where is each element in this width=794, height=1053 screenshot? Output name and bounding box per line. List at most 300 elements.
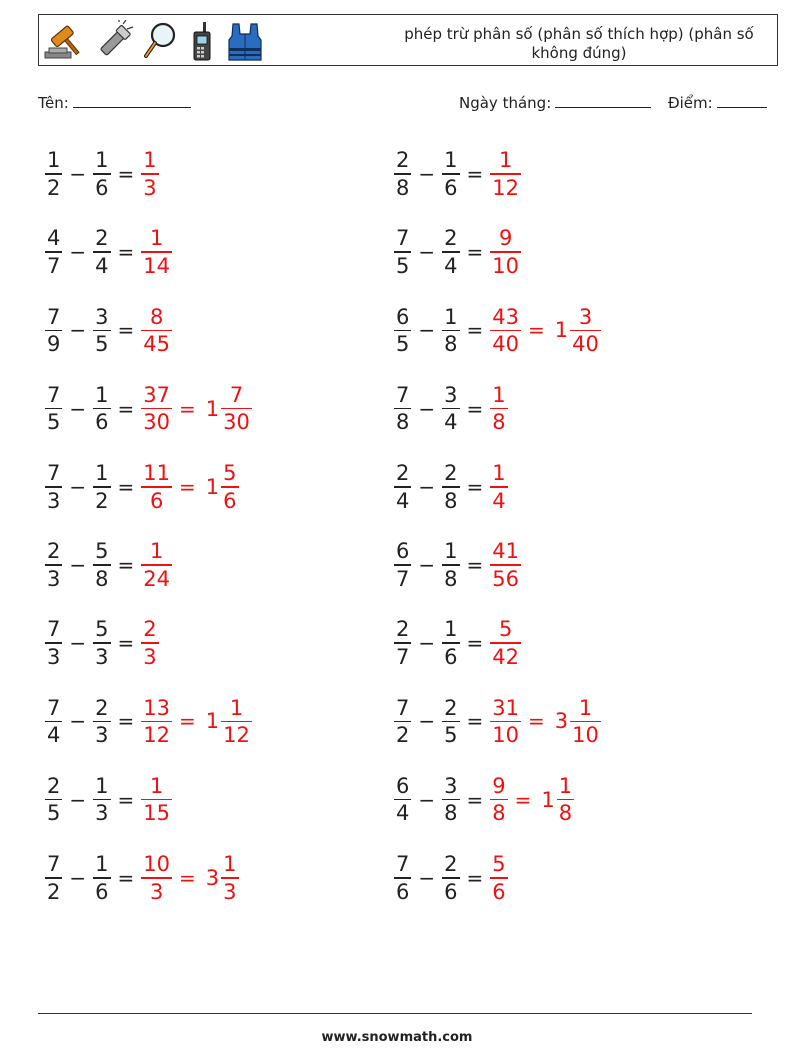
minuend-fraction-bar bbox=[394, 564, 411, 566]
problem-17 bbox=[44, 770, 173, 830]
problem-13 bbox=[44, 613, 160, 673]
mixed-fraction-bar bbox=[570, 330, 601, 332]
answer-fraction-denominator: 24 bbox=[143, 566, 171, 591]
subtrahend-fraction-numerator: 2 bbox=[95, 226, 109, 251]
footer-divider bbox=[38, 1013, 752, 1014]
mixed-whole: 1 bbox=[554, 318, 569, 343]
minuend-fraction-numerator: 2 bbox=[396, 617, 410, 642]
answer-fraction-numerator: 37 bbox=[143, 382, 171, 407]
answer-fraction-bar bbox=[141, 642, 158, 644]
equals-sign: = bbox=[117, 709, 135, 734]
score-field bbox=[668, 93, 767, 112]
problem-16 bbox=[393, 691, 602, 751]
minuend-fraction bbox=[45, 696, 62, 748]
mixed-whole: 1 bbox=[205, 396, 220, 421]
mixed-fraction-denominator: 3 bbox=[223, 879, 237, 904]
subtrahend-fraction-denominator: 6 bbox=[444, 879, 458, 904]
subtrahend-fraction-denominator: 3 bbox=[95, 723, 109, 748]
mixed-fraction-denominator: 12 bbox=[223, 723, 250, 748]
equals-sign: = bbox=[117, 396, 135, 421]
subtrahend-fraction-bar bbox=[93, 721, 110, 723]
answer-fraction-numerator: 1 bbox=[498, 148, 513, 173]
answer-fraction-denominator: 45 bbox=[143, 332, 171, 357]
subtrahend-fraction-denominator: 4 bbox=[444, 410, 458, 435]
minus-sign: − bbox=[418, 553, 436, 577]
subtrahend-fraction-numerator: 2 bbox=[444, 226, 458, 251]
equals-sign: = bbox=[117, 474, 135, 499]
subtrahend-fraction bbox=[442, 305, 459, 357]
subtrahend-fraction bbox=[442, 852, 459, 904]
equals-sign: = bbox=[117, 787, 135, 812]
subtrahend-fraction-numerator: 2 bbox=[444, 695, 458, 720]
equals-sign-mixed: = bbox=[528, 709, 545, 734]
answer-fraction-numerator: 5 bbox=[492, 852, 506, 876]
equals-sign: = bbox=[117, 865, 135, 890]
subtrahend-fraction bbox=[93, 774, 110, 826]
minuend-fraction-denominator: 7 bbox=[47, 253, 61, 278]
minus-sign: − bbox=[418, 787, 436, 812]
answer-fraction-bar bbox=[490, 564, 521, 566]
minuend-fraction-numerator: 7 bbox=[47, 695, 61, 720]
answer-fraction-denominator: 8 bbox=[492, 801, 506, 826]
answer-fraction-bar bbox=[141, 330, 172, 332]
minuend-fraction-bar bbox=[45, 721, 62, 723]
minus-sign: − bbox=[69, 553, 87, 577]
answer-fraction bbox=[141, 774, 172, 826]
equals-sign-mixed: = bbox=[179, 474, 196, 499]
subtrahend-fraction-numerator: 1 bbox=[444, 148, 458, 173]
subtrahend-fraction-bar bbox=[442, 408, 459, 410]
subtrahend-fraction-numerator: 3 bbox=[444, 773, 458, 798]
problem-7 bbox=[44, 379, 253, 439]
minuend-fraction-numerator: 1 bbox=[47, 148, 61, 173]
subtrahend-fraction-numerator: 1 bbox=[444, 539, 458, 564]
answer-fraction-numerator: 1 bbox=[492, 382, 506, 407]
answer-fraction-denominator: 3 bbox=[143, 644, 157, 669]
subtrahend-fraction bbox=[442, 774, 459, 826]
minuend-fraction-bar bbox=[45, 642, 62, 644]
minus-sign: − bbox=[69, 865, 87, 890]
equals-sign: = bbox=[466, 631, 484, 656]
mixed-fraction-denominator: 8 bbox=[558, 801, 573, 826]
answer-fraction-numerator: 43 bbox=[492, 304, 520, 329]
minuend-fraction-denominator: 3 bbox=[47, 644, 61, 669]
subtrahend-fraction bbox=[442, 226, 459, 278]
answer-fraction bbox=[141, 617, 158, 669]
answer-fraction-numerator: 8 bbox=[149, 304, 164, 329]
minuend-fraction-numerator: 2 bbox=[47, 539, 61, 564]
answer-fraction-bar bbox=[141, 721, 172, 723]
answer-fraction bbox=[490, 774, 507, 826]
vest-icon bbox=[225, 20, 265, 62]
minuend-fraction-denominator: 6 bbox=[396, 879, 410, 904]
subtrahend-fraction-numerator: 3 bbox=[95, 304, 109, 329]
equals-sign-mixed: = bbox=[179, 396, 196, 421]
problem-2 bbox=[393, 144, 522, 204]
equals-sign: = bbox=[466, 240, 484, 265]
answer-fraction bbox=[141, 696, 172, 748]
answer-fraction-denominator: 56 bbox=[492, 566, 520, 591]
subtrahend-fraction-numerator: 2 bbox=[444, 852, 458, 876]
minuend-fraction bbox=[45, 148, 62, 200]
minuend-fraction-numerator: 7 bbox=[47, 617, 61, 642]
problem-14 bbox=[393, 613, 522, 673]
mixed-fraction-numerator: 1 bbox=[223, 852, 237, 876]
minuend-fraction-bar bbox=[394, 799, 411, 801]
minus-sign: − bbox=[418, 396, 436, 421]
minuend-fraction-bar bbox=[45, 408, 62, 410]
answer-fraction-numerator: 31 bbox=[492, 695, 520, 720]
answer-fraction-bar bbox=[141, 173, 158, 175]
answer-fraction-denominator: 3 bbox=[143, 175, 157, 200]
equals-sign: = bbox=[117, 631, 135, 656]
minuend-fraction-bar bbox=[394, 642, 411, 644]
minuend-fraction bbox=[45, 774, 62, 826]
subtrahend-fraction-bar bbox=[93, 877, 110, 879]
mixed-fraction-numerator: 7 bbox=[229, 382, 244, 407]
minuend-fraction-numerator: 6 bbox=[396, 773, 410, 798]
minuend-fraction-denominator: 3 bbox=[47, 566, 61, 591]
problem-20 bbox=[393, 848, 509, 908]
answer-fraction-bar bbox=[490, 173, 521, 175]
subtrahend-fraction-denominator: 3 bbox=[95, 644, 109, 669]
subtrahend-fraction-denominator: 2 bbox=[95, 488, 109, 513]
minuend-fraction bbox=[394, 461, 411, 513]
minuend-fraction-denominator: 7 bbox=[396, 644, 410, 669]
answer-fraction bbox=[490, 148, 521, 200]
header-box bbox=[38, 14, 778, 66]
minus-sign: − bbox=[418, 709, 436, 734]
minuend-fraction bbox=[394, 852, 411, 904]
minuend-fraction-numerator: 2 bbox=[396, 461, 410, 485]
minuend-fraction bbox=[394, 774, 411, 826]
minuend-fraction-bar bbox=[45, 486, 62, 488]
answer-fraction-bar bbox=[141, 877, 172, 879]
problem-18 bbox=[393, 770, 575, 830]
problem-6 bbox=[393, 300, 602, 360]
answer-fraction bbox=[490, 852, 507, 904]
subtrahend-fraction bbox=[442, 617, 459, 669]
minus-sign: − bbox=[418, 865, 436, 890]
minus-sign: − bbox=[69, 474, 87, 499]
minuend-fraction bbox=[45, 852, 62, 904]
answer-fraction-bar bbox=[490, 486, 507, 488]
mixed-fraction-bar bbox=[221, 721, 252, 723]
minuend-fraction bbox=[394, 617, 411, 669]
answer-fraction-bar bbox=[490, 642, 521, 644]
subtrahend-fraction bbox=[442, 539, 459, 591]
subtrahend-fraction-denominator: 8 bbox=[444, 332, 458, 357]
answer-fraction-bar bbox=[141, 799, 172, 801]
minuend-fraction-numerator: 7 bbox=[47, 304, 61, 329]
answer-fraction-bar bbox=[141, 564, 172, 566]
header-icons bbox=[43, 18, 265, 64]
subtrahend-fraction-bar bbox=[442, 251, 459, 253]
subtrahend-fraction-bar bbox=[93, 330, 110, 332]
answer-fraction-denominator: 12 bbox=[143, 723, 171, 748]
minuend-fraction-bar bbox=[394, 330, 411, 332]
minuend-fraction-denominator: 4 bbox=[396, 801, 410, 826]
subtrahend-fraction bbox=[93, 696, 110, 748]
minuend-fraction-numerator: 7 bbox=[396, 382, 410, 407]
mixed-fraction-bar bbox=[570, 721, 601, 723]
minuend-fraction-bar bbox=[45, 564, 62, 566]
equals-sign: = bbox=[466, 865, 484, 890]
subtrahend-fraction-denominator: 8 bbox=[444, 566, 458, 591]
mixed-whole: 3 bbox=[205, 865, 220, 890]
subtrahend-fraction-bar bbox=[442, 721, 459, 723]
date-field bbox=[459, 93, 651, 112]
minus-sign: − bbox=[69, 240, 87, 265]
subtrahend-fraction-numerator: 1 bbox=[95, 852, 109, 876]
subtrahend-fraction-bar bbox=[442, 486, 459, 488]
subtrahend-fraction-numerator: 1 bbox=[95, 461, 109, 485]
minus-sign: − bbox=[69, 787, 87, 812]
date-blank[interactable] bbox=[555, 93, 651, 108]
mixed-fraction-numerator: 5 bbox=[223, 461, 237, 485]
subtrahend-fraction bbox=[93, 617, 110, 669]
minuend-fraction-numerator: 7 bbox=[396, 695, 410, 720]
answer-fraction-denominator: 12 bbox=[492, 175, 520, 200]
answer-fraction bbox=[490, 617, 521, 669]
mixed-fraction-numerator: 3 bbox=[578, 304, 593, 329]
subtrahend-fraction bbox=[442, 383, 459, 435]
subtrahend-fraction-bar bbox=[442, 642, 459, 644]
mixed-fraction-bar bbox=[221, 408, 252, 410]
date-label: Ngày tháng: bbox=[459, 94, 552, 112]
subtrahend-fraction-numerator: 1 bbox=[444, 617, 458, 642]
minuend-fraction bbox=[45, 226, 62, 278]
equals-sign: = bbox=[466, 318, 484, 343]
minuend-fraction-denominator: 8 bbox=[396, 410, 410, 435]
minuend-fraction-bar bbox=[394, 721, 411, 723]
mixed-fraction-numerator: 1 bbox=[229, 695, 244, 720]
subtrahend-fraction-denominator: 8 bbox=[444, 801, 458, 826]
answer-fraction-denominator: 6 bbox=[492, 879, 506, 904]
minuend-fraction-numerator: 6 bbox=[396, 539, 410, 564]
problem-1 bbox=[44, 144, 160, 204]
problem-11 bbox=[44, 535, 173, 595]
subtrahend-fraction bbox=[442, 148, 459, 200]
subtrahend-fraction bbox=[93, 305, 110, 357]
minus-sign: − bbox=[418, 474, 436, 499]
mixed-whole: 1 bbox=[541, 787, 555, 812]
answer-fraction-denominator: 6 bbox=[149, 488, 164, 513]
answer-fraction bbox=[141, 539, 172, 591]
answer-fraction-numerator: 13 bbox=[143, 695, 171, 720]
subtrahend-fraction-bar bbox=[93, 173, 110, 175]
problem-3 bbox=[44, 222, 173, 282]
mixed-whole: 3 bbox=[554, 709, 569, 734]
answer-fraction-numerator: 5 bbox=[498, 617, 513, 642]
mixed-fraction bbox=[557, 774, 574, 826]
mixed-fraction-numerator: 1 bbox=[558, 773, 573, 798]
answer-fraction bbox=[141, 226, 172, 278]
answer-fraction-denominator: 4 bbox=[492, 488, 506, 513]
minus-sign: − bbox=[69, 396, 87, 421]
answer-fraction-bar bbox=[490, 721, 521, 723]
mixed-fraction bbox=[570, 696, 601, 748]
minuend-fraction-denominator: 5 bbox=[396, 253, 410, 278]
minuend-fraction-denominator: 4 bbox=[396, 488, 410, 513]
problem-8 bbox=[393, 379, 509, 439]
minuend-fraction-bar bbox=[394, 251, 411, 253]
minus-sign: − bbox=[418, 318, 436, 343]
subtrahend-fraction-bar bbox=[93, 486, 110, 488]
subtrahend-fraction-numerator: 5 bbox=[95, 539, 109, 564]
minuend-fraction-bar bbox=[45, 173, 62, 175]
minuend-fraction-numerator: 2 bbox=[396, 148, 410, 173]
subtrahend-fraction-bar bbox=[93, 564, 110, 566]
mixed-fraction-bar bbox=[557, 799, 574, 801]
mixed-fraction bbox=[570, 305, 601, 357]
minus-sign: − bbox=[418, 240, 436, 265]
mixed-fraction-numerator: 1 bbox=[578, 695, 593, 720]
subtrahend-fraction-denominator: 6 bbox=[444, 175, 458, 200]
minuend-fraction-numerator: 7 bbox=[396, 226, 410, 251]
answer-fraction-bar bbox=[141, 251, 172, 253]
mixed-fraction-denominator: 40 bbox=[572, 332, 599, 357]
name-blank[interactable] bbox=[73, 93, 191, 108]
score-blank[interactable] bbox=[717, 93, 767, 108]
subtrahend-fraction-denominator: 6 bbox=[444, 644, 458, 669]
minuend-fraction-bar bbox=[394, 877, 411, 879]
subtrahend-fraction-numerator: 3 bbox=[444, 382, 458, 407]
answer-fraction-denominator: 15 bbox=[143, 801, 171, 826]
equals-sign: = bbox=[466, 162, 484, 186]
mixed-fraction-denominator: 10 bbox=[572, 723, 599, 748]
minuend-fraction bbox=[394, 226, 411, 278]
mixed-whole: 1 bbox=[205, 474, 220, 499]
minuend-fraction bbox=[45, 383, 62, 435]
subtrahend-fraction-denominator: 5 bbox=[95, 332, 109, 357]
minuend-fraction-numerator: 7 bbox=[47, 461, 61, 485]
mixed-fraction-bar bbox=[221, 877, 238, 879]
equals-sign: = bbox=[117, 553, 135, 577]
worksheet-title: phép trừ phân số (phân số thích hợp) (phân số không đúng) bbox=[404, 25, 754, 62]
minuend-fraction-denominator: 5 bbox=[47, 801, 61, 826]
answer-fraction-numerator: 41 bbox=[492, 539, 520, 564]
equals-sign: = bbox=[117, 318, 135, 343]
minuend-fraction bbox=[394, 696, 411, 748]
subtrahend-fraction-numerator: 2 bbox=[95, 695, 109, 720]
equals-sign: = bbox=[466, 474, 484, 499]
answer-fraction-numerator: 1 bbox=[149, 539, 164, 564]
answer-fraction-denominator: 3 bbox=[149, 879, 164, 904]
minuend-fraction-denominator: 8 bbox=[396, 175, 410, 200]
subtrahend-fraction-numerator: 1 bbox=[444, 304, 458, 329]
answer-fraction-numerator: 1 bbox=[492, 461, 506, 485]
equals-sign: = bbox=[117, 162, 135, 186]
problem-4 bbox=[393, 222, 522, 282]
answer-fraction bbox=[141, 305, 172, 357]
minuend-fraction bbox=[394, 383, 411, 435]
answer-fraction bbox=[141, 461, 172, 513]
minuend-fraction-bar bbox=[45, 799, 62, 801]
subtrahend-fraction bbox=[93, 383, 110, 435]
answer-fraction-denominator: 14 bbox=[143, 253, 171, 278]
minuend-fraction-denominator: 9 bbox=[47, 332, 61, 357]
name-field bbox=[38, 93, 191, 112]
flashlight-icon bbox=[93, 20, 135, 62]
answer-fraction bbox=[490, 539, 521, 591]
answer-fraction bbox=[490, 696, 521, 748]
subtrahend-fraction bbox=[93, 148, 110, 200]
minuend-fraction bbox=[394, 305, 411, 357]
answer-fraction-numerator: 2 bbox=[143, 617, 157, 642]
subtrahend-fraction-denominator: 4 bbox=[95, 253, 109, 278]
answer-fraction-numerator: 9 bbox=[498, 226, 513, 251]
walkie-talkie-icon bbox=[187, 20, 217, 62]
answer-fraction-numerator: 1 bbox=[143, 148, 157, 173]
answer-fraction-bar bbox=[490, 799, 507, 801]
subtrahend-fraction-bar bbox=[442, 799, 459, 801]
equals-sign: = bbox=[117, 240, 135, 265]
name-label: Tên: bbox=[38, 94, 69, 112]
subtrahend-fraction-numerator: 1 bbox=[95, 773, 109, 798]
subtrahend-fraction-bar bbox=[442, 564, 459, 566]
minuend-fraction-denominator: 2 bbox=[396, 723, 410, 748]
minuend-fraction-denominator: 5 bbox=[396, 332, 410, 357]
minuend-fraction bbox=[45, 539, 62, 591]
answer-fraction-denominator: 10 bbox=[492, 253, 520, 278]
problem-10 bbox=[393, 457, 509, 517]
answer-fraction-denominator: 8 bbox=[492, 410, 506, 435]
answer-fraction-bar bbox=[490, 408, 507, 410]
minuend-fraction bbox=[394, 539, 411, 591]
minuend-fraction-numerator: 7 bbox=[47, 382, 61, 407]
equals-sign-mixed: = bbox=[179, 865, 196, 890]
minuend-fraction-bar bbox=[45, 330, 62, 332]
answer-fraction-numerator: 9 bbox=[492, 773, 506, 798]
minus-sign: − bbox=[69, 162, 87, 186]
answer-fraction-bar bbox=[141, 486, 172, 488]
minuend-fraction-denominator: 7 bbox=[396, 566, 410, 591]
equals-sign: = bbox=[466, 709, 484, 734]
mixed-fraction-denominator: 6 bbox=[223, 488, 237, 513]
subtrahend-fraction-denominator: 8 bbox=[444, 488, 458, 513]
subtrahend-fraction-bar bbox=[442, 877, 459, 879]
subtrahend-fraction-denominator: 3 bbox=[95, 801, 109, 826]
subtrahend-fraction-denominator: 6 bbox=[95, 879, 109, 904]
subtrahend-fraction-bar bbox=[93, 799, 110, 801]
answer-fraction-numerator: 1 bbox=[149, 226, 164, 251]
answer-fraction bbox=[490, 461, 507, 513]
minuend-fraction-denominator: 4 bbox=[47, 723, 61, 748]
minuend-fraction-bar bbox=[394, 173, 411, 175]
mixed-fraction-bar bbox=[221, 486, 238, 488]
minuend-fraction-numerator: 7 bbox=[396, 852, 410, 876]
answer-fraction-denominator: 30 bbox=[143, 410, 171, 435]
subtrahend-fraction-bar bbox=[442, 330, 459, 332]
minuend-fraction bbox=[45, 461, 62, 513]
answer-fraction-numerator: 11 bbox=[143, 461, 171, 485]
minuend-fraction-numerator: 7 bbox=[47, 852, 61, 876]
subtrahend-fraction-denominator: 8 bbox=[95, 566, 109, 591]
answer-fraction-bar bbox=[490, 251, 521, 253]
mixed-fraction-denominator: 30 bbox=[223, 410, 250, 435]
answer-fraction-numerator: 10 bbox=[143, 852, 171, 876]
subtrahend-fraction-denominator: 5 bbox=[444, 723, 458, 748]
magnifier-icon bbox=[143, 20, 179, 62]
subtrahend-fraction-denominator: 6 bbox=[95, 410, 109, 435]
problem-5 bbox=[44, 300, 173, 360]
subtrahend-fraction bbox=[93, 852, 110, 904]
subtrahend-fraction-bar bbox=[442, 173, 459, 175]
answer-fraction-denominator: 10 bbox=[492, 723, 520, 748]
minuend-fraction-denominator: 2 bbox=[47, 175, 61, 200]
mixed-fraction bbox=[221, 696, 252, 748]
